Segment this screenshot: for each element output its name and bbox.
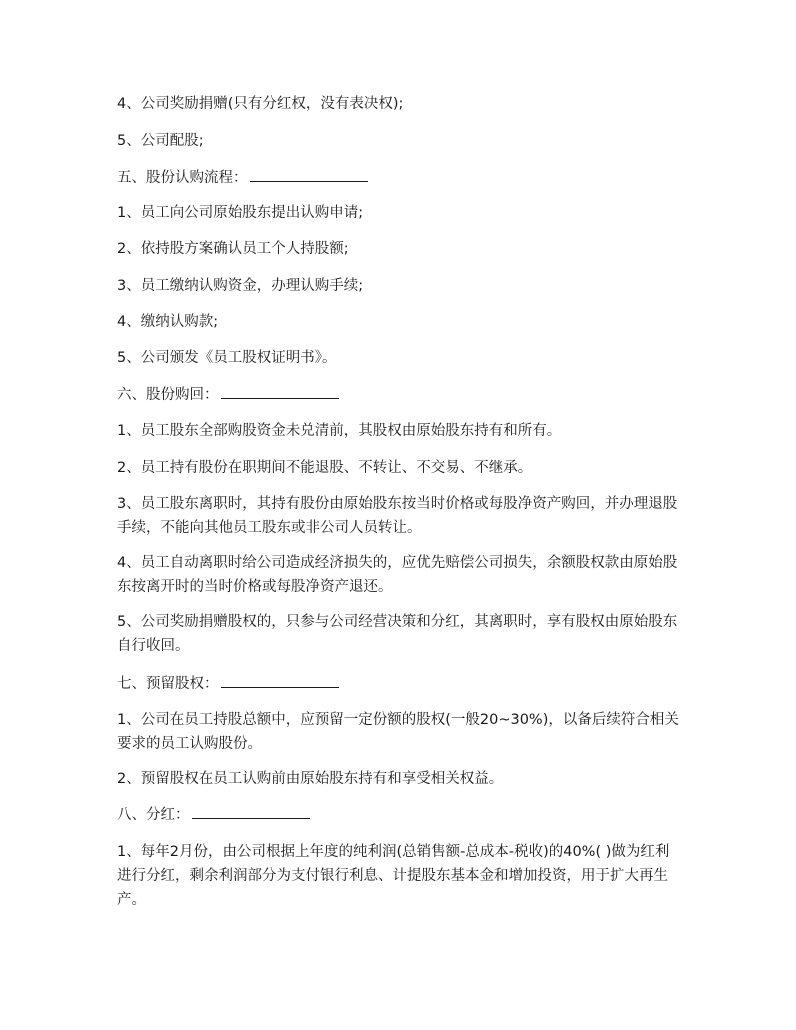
section-heading — [117, 672, 683, 696]
paragraph: 2、预留股权在员工认购前由原始股东持有和享受相关权益。 — [117, 771, 504, 787]
heading-text: 五、股份认购流程： — [117, 170, 248, 186]
heading-text: 六、股份购回： — [117, 387, 219, 403]
paragraph: 4、公司奖励捐赠(只有分红权，没有表决权); — [117, 96, 404, 112]
section-heading — [117, 803, 683, 827]
paragraph: 3、员工股东离职时，其持有股份由原始股东按当时价格或每股净资产购回，并办理退股手续，不能向其他员工股东或非公司人员转让。 — [117, 496, 678, 536]
paragraph: 1、每年2月份，由公司根据上年度的纯利润(总销售额-总成本-税收)的40%( )做为红利进行分红，剩余利润部分为支付银行利息、计提股东基本金和增加投资，用于扩大再生产。 — [117, 844, 670, 908]
paragraph: 1、公司在员工持股总额中，应预留一定份额的股权(一般20~30%)，以备后续符合相关要求的员工认购股份。 — [117, 712, 679, 752]
paragraph: 4、员工自动离职时给公司造成经济损失的，应优先赔偿公司损失，余额股权款由原始股东按离开时的当时价格或每股净资产退还。 — [117, 555, 678, 595]
paragraph: 5、公司奖励捐赠股权的，只参与公司经营决策和分红，其离职时，享有股权由原始股东自行收回。 — [117, 614, 678, 654]
fill-in-blank — [192, 804, 310, 819]
section-heading — [117, 383, 683, 407]
fill-in-blank — [221, 384, 339, 399]
section-heading — [117, 166, 683, 190]
fill-in-blank — [250, 167, 368, 182]
heading-text: 八、分红： — [117, 807, 190, 823]
paragraph: 2、员工持有股份在职期间不能退股、不转让、不交易、不继承。 — [117, 460, 533, 476]
paragraph: 5、公司配股; — [117, 133, 204, 149]
fill-in-blank — [221, 673, 339, 688]
paragraph: 3、员工缴纳认购资金，办理认购手续; — [117, 278, 364, 294]
paragraph: 5、公司颁发《员工股权证明书》。 — [117, 350, 337, 366]
paragraph: 1、员工股东全部购股资金未兑清前，其股权由原始股东持有和所有。 — [117, 423, 562, 439]
paragraph: 1、员工向公司原始股东提出认购申请; — [117, 205, 364, 221]
paragraph: 2、依持股方案确认员工个人持股额; — [117, 241, 349, 257]
paragraph: 4、缴纳认购款; — [117, 314, 219, 330]
heading-text: 七、预留股权： — [117, 676, 219, 692]
